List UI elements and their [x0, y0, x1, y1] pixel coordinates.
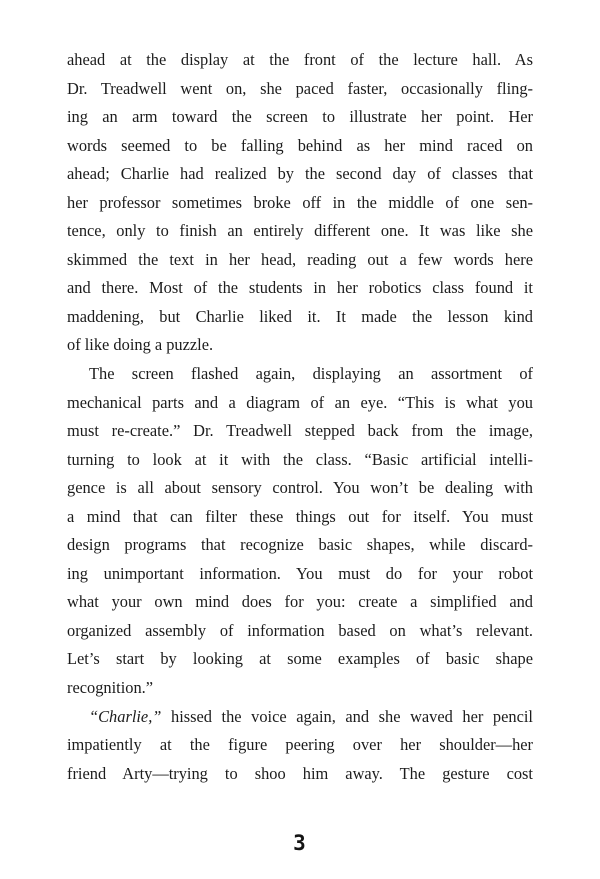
- text-line: [67, 331, 533, 360]
- text-segment: ahead at the display at the front of the lecture hall. As: [67, 50, 533, 69]
- text-segment: skimmed the text in her head, reading out a few words here: [67, 249, 533, 269]
- text-segment: design programs that recognize basic shapes, while discard-: [67, 535, 533, 555]
- text-line: [67, 446, 533, 475]
- text-segment: tence, only to finish an entirely different one. It was like she: [67, 221, 533, 241]
- text-line: [67, 303, 533, 332]
- text-line: [67, 160, 533, 189]
- text-segment: a mind that can filter these things out for itself. You must: [67, 506, 533, 526]
- text-line: [67, 246, 533, 275]
- text-segment: and there. Most of the students in her robotics class found it: [67, 278, 533, 298]
- text-segment: hissed the voice again, and she waved her pencil: [161, 706, 533, 726]
- text-line: [67, 217, 533, 246]
- text-line: [67, 560, 533, 589]
- text-segment: her professor sometimes broke off in the middle of one sen-: [67, 192, 533, 212]
- text-segment: Dr. Treadwell went on, she paced faster, occasionally fling-: [67, 78, 533, 98]
- text-line: [67, 674, 533, 703]
- text-segment: what your own mind does for you: create a simplified and: [67, 592, 533, 612]
- text-line: [67, 645, 533, 674]
- page-number: 3: [293, 831, 307, 855]
- text-line: [67, 360, 533, 389]
- text-line: [67, 274, 533, 303]
- paragraph: [67, 46, 533, 360]
- text-segment: of like doing a puzzle.: [67, 335, 214, 355]
- text-segment: gence is all about sensory control. You won’t be dealing with: [67, 478, 533, 498]
- text-segment: recognition.”: [67, 678, 154, 698]
- paragraph: [67, 360, 533, 703]
- text-line: [67, 474, 533, 503]
- text-line: [67, 46, 533, 75]
- text-line: [67, 617, 533, 646]
- text-line: [67, 132, 533, 161]
- text-segment: friend Arty—trying to shoo him away. The gesture cost: [67, 763, 533, 783]
- text-line: [67, 760, 533, 789]
- text-line: [67, 103, 533, 132]
- text-line: [67, 75, 533, 104]
- text-segment: mechanical parts and a diagram of an eye. “This is what you: [67, 392, 533, 412]
- text-segment: maddening, but Charlie liked it. It made the lesson kind: [67, 306, 533, 326]
- text-line: [67, 531, 533, 560]
- text-segment: words seemed to be falling behind as her mind raced on: [67, 135, 533, 155]
- text-line: [67, 703, 533, 732]
- page-text: [67, 46, 533, 788]
- text-segment: ing unimportant information. You must do for your robot: [67, 563, 533, 583]
- text-segment: turning to look at it with the class. “Basic artificial intelli-: [67, 449, 533, 469]
- text-segment: Let’s start by looking at some examples of basic shape: [67, 649, 533, 669]
- text-segment: must re-create.” Dr. Treadwell stepped back from the image,: [67, 421, 533, 441]
- text-segment: organized assembly of information based on what’s relevant.: [67, 620, 533, 640]
- text-segment: impatiently at the figure peering over her shoulder—her: [67, 735, 533, 755]
- paragraph: [67, 703, 533, 789]
- italic-text-segment: “Charlie,”: [89, 706, 162, 726]
- text-line: [67, 503, 533, 532]
- text-segment: ahead; Charlie had realized by the second day of classes that: [67, 164, 533, 184]
- text-line: [67, 588, 533, 617]
- text-line: [67, 417, 533, 446]
- text-line: [67, 189, 533, 218]
- text-segment: ing an arm toward the screen to illustrate her point. Her: [67, 107, 533, 127]
- text-segment: The screen flashed again, displaying an assortment of: [89, 364, 533, 384]
- text-line: [67, 389, 533, 418]
- text-line: [67, 731, 533, 760]
